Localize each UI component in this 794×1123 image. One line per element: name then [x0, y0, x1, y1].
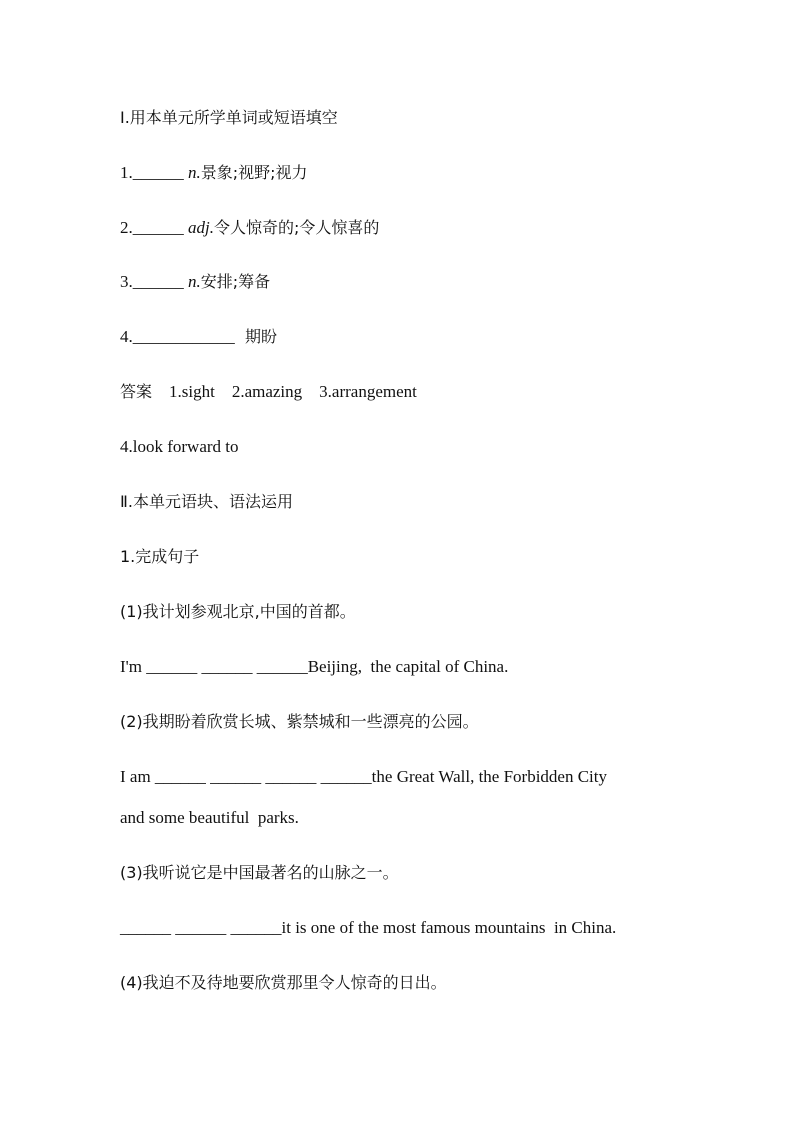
vocab-blank: 2.______	[120, 218, 184, 237]
vocab-meaning: 令人惊奇的;令人惊喜的	[213, 218, 380, 237]
question-2-english-line-1: I am ______ ______ ______ ______the Great Wall, the Forbidden City	[120, 767, 608, 786]
part-of-speech: adj.	[188, 218, 214, 237]
vocab-item-1	[120, 162, 308, 184]
answer-line-2: 4.look forward to	[120, 437, 239, 456]
section-1-title: Ⅰ.用本单元所学单词或短语填空	[120, 108, 338, 127]
question-2-english-line-2: and some beautiful parks.	[120, 808, 299, 827]
vocab-item-4	[120, 326, 277, 348]
section-2-title: Ⅱ.本单元语块、语法运用	[120, 492, 293, 511]
vocab-meaning: 景象;视野;视力	[200, 163, 308, 182]
answer-text: 1.sight 2.amazing 3.arrangement	[169, 382, 417, 401]
question-1-english: I'm ______ ______ ______Beijing, the capital of China.	[120, 657, 509, 676]
vocab-meaning: 期盼	[245, 327, 278, 346]
question-4-chinese: (4)我迫不及待地要欣赏那里令人惊奇的日出。	[120, 973, 447, 992]
vocab-item-3	[120, 271, 270, 293]
vocab-blank: 3.______	[120, 272, 184, 291]
part-of-speech: n.	[188, 163, 201, 182]
sub-section-title: 1.完成句子	[120, 547, 200, 566]
question-2-chinese: (2)我期盼着欣赏长城、紫禁城和一些漂亮的公园。	[120, 712, 479, 731]
vocab-blank: 1.______	[120, 163, 184, 182]
question-3-english: ______ ______ ______it is one of the most famous mountains in China.	[120, 918, 617, 937]
vocab-meaning: 安排;筹备	[200, 272, 271, 291]
question-3-chinese: (3)我听说它是中国最著名的山脉之一。	[120, 863, 399, 882]
vocab-item-2	[120, 217, 379, 239]
vocab-blank: 4.____________	[120, 327, 235, 346]
part-of-speech: n.	[188, 272, 201, 291]
answer-label: 答案	[120, 382, 153, 401]
question-1-chinese: (1)我计划参观北京,中国的首都。	[120, 602, 356, 621]
answer-line-1	[120, 381, 417, 403]
